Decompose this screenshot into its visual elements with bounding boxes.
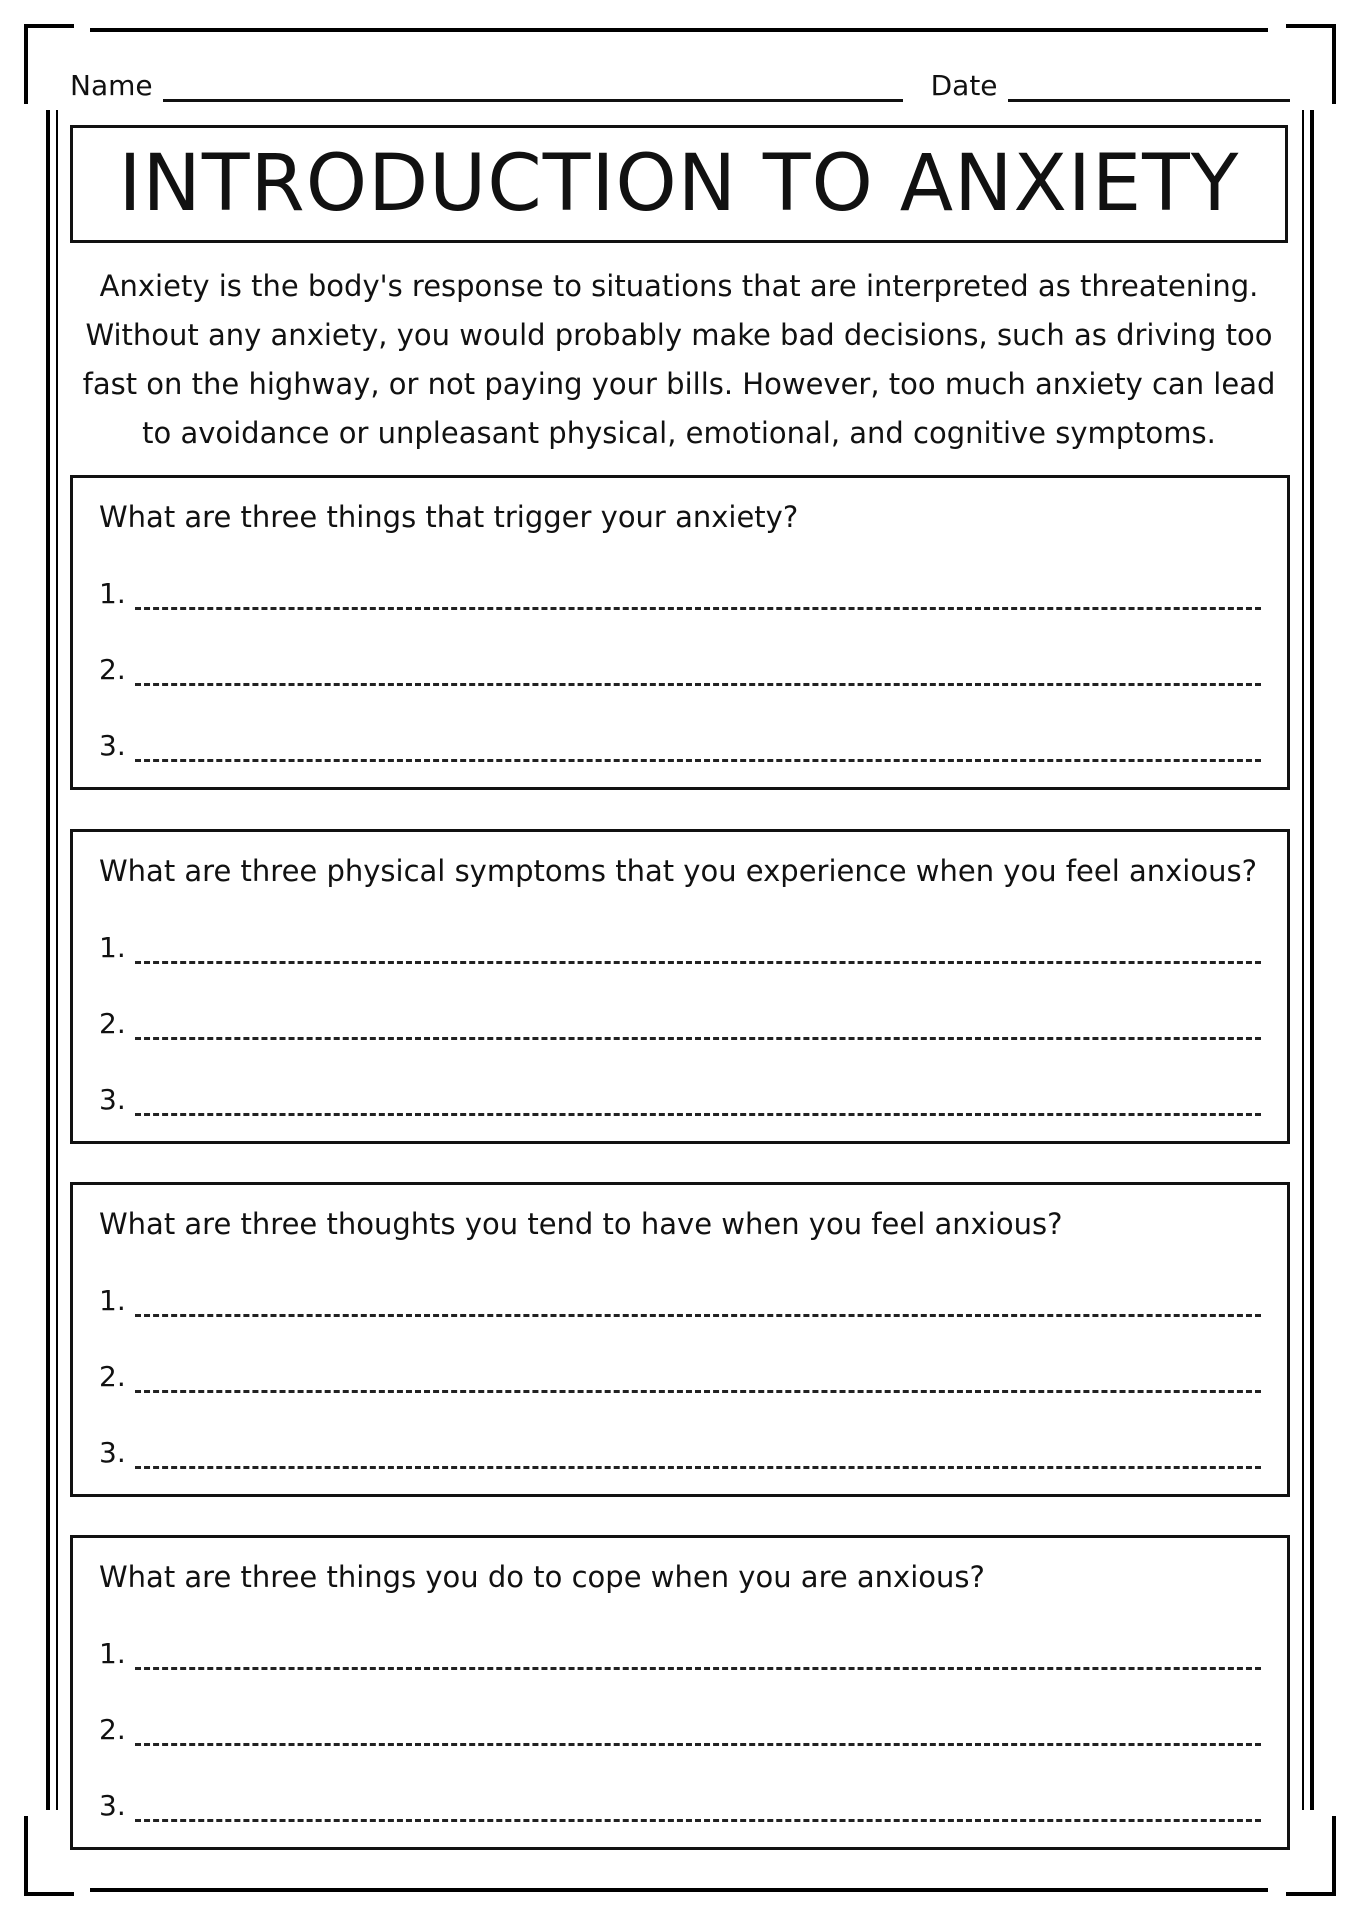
frame-bottom-line xyxy=(90,1888,1268,1892)
answer-number: 2. xyxy=(99,653,126,686)
answer-row xyxy=(99,1622,1261,1670)
answer-line[interactable] xyxy=(135,1647,1261,1670)
answer-line[interactable] xyxy=(135,1370,1261,1393)
question-box-2 xyxy=(70,829,1290,1144)
answer-line[interactable] xyxy=(135,739,1261,762)
answer-number: 1. xyxy=(99,577,126,610)
answer-number: 3. xyxy=(99,1083,126,1116)
answer-row xyxy=(99,562,1261,610)
question-box-4 xyxy=(70,1535,1290,1850)
answer-row xyxy=(99,992,1261,1040)
question-box-1 xyxy=(70,475,1290,790)
frame-corner-top-left xyxy=(24,24,74,104)
answer-line[interactable] xyxy=(135,663,1261,686)
answer-row xyxy=(99,638,1261,686)
answer-number: 3. xyxy=(99,1436,126,1469)
name-field[interactable] xyxy=(163,73,903,102)
page-title: INTRODUCTION TO ANXIETY xyxy=(118,139,1240,229)
answer-number: 1. xyxy=(99,1284,126,1317)
answer-row xyxy=(99,916,1261,964)
frame-top-line xyxy=(90,28,1268,32)
title-box xyxy=(70,125,1288,243)
name-label: Name xyxy=(70,69,153,102)
answer-number: 2. xyxy=(99,1713,126,1746)
answer-number: 3. xyxy=(99,729,126,762)
answer-row xyxy=(99,1269,1261,1317)
answer-number: 3. xyxy=(99,1789,126,1822)
answer-number: 1. xyxy=(99,931,126,964)
frame-left-line xyxy=(46,110,50,1810)
answer-line[interactable] xyxy=(135,1294,1261,1317)
frame-inner-left-line xyxy=(56,110,58,1810)
frame-corner-bottom-left xyxy=(24,1816,74,1896)
answer-line[interactable] xyxy=(135,587,1261,610)
intro-paragraph: Anxiety is the body's response to situations that are interpreted as threatening. Without any anxiety, you would probably make bad decisions, such as driving too fast on the highway, or not paying your bills. However, too much anxiety can lead to avoidance or unpleasant physical, emotional, and cognitive symptoms. xyxy=(82,269,1276,450)
question-text: What are three things that trigger your anxiety? xyxy=(99,500,799,534)
answer-number: 2. xyxy=(99,1007,126,1040)
answer-row xyxy=(99,714,1261,762)
answer-number: 2. xyxy=(99,1360,126,1393)
question-text: What are three things you do to cope when you are anxious? xyxy=(99,1560,985,1594)
answer-row xyxy=(99,1774,1261,1822)
answer-line[interactable] xyxy=(135,941,1261,964)
answer-row xyxy=(99,1421,1261,1469)
frame-corner-top-right xyxy=(1286,24,1336,104)
answer-row xyxy=(99,1345,1261,1393)
frame-right-line xyxy=(1310,110,1314,1810)
date-label: Date xyxy=(930,69,998,102)
frame-corner-bottom-right xyxy=(1286,1816,1336,1896)
answer-row xyxy=(99,1068,1261,1116)
answer-line[interactable] xyxy=(135,1093,1261,1116)
answer-line[interactable] xyxy=(135,1446,1261,1469)
answer-line[interactable] xyxy=(135,1799,1261,1822)
question-text: What are three thoughts you tend to have when you feel anxious? xyxy=(99,1207,1063,1241)
frame-inner-right-line xyxy=(1302,110,1304,1810)
header-row xyxy=(70,62,1290,102)
answer-row xyxy=(99,1698,1261,1746)
answer-line[interactable] xyxy=(135,1723,1261,1746)
answer-line[interactable] xyxy=(135,1017,1261,1040)
question-box-3 xyxy=(70,1182,1290,1497)
answer-number: 1. xyxy=(99,1637,126,1670)
question-text: What are three physical symptoms that you experience when you feel anxious? xyxy=(99,854,1257,888)
date-field[interactable] xyxy=(1008,73,1290,102)
